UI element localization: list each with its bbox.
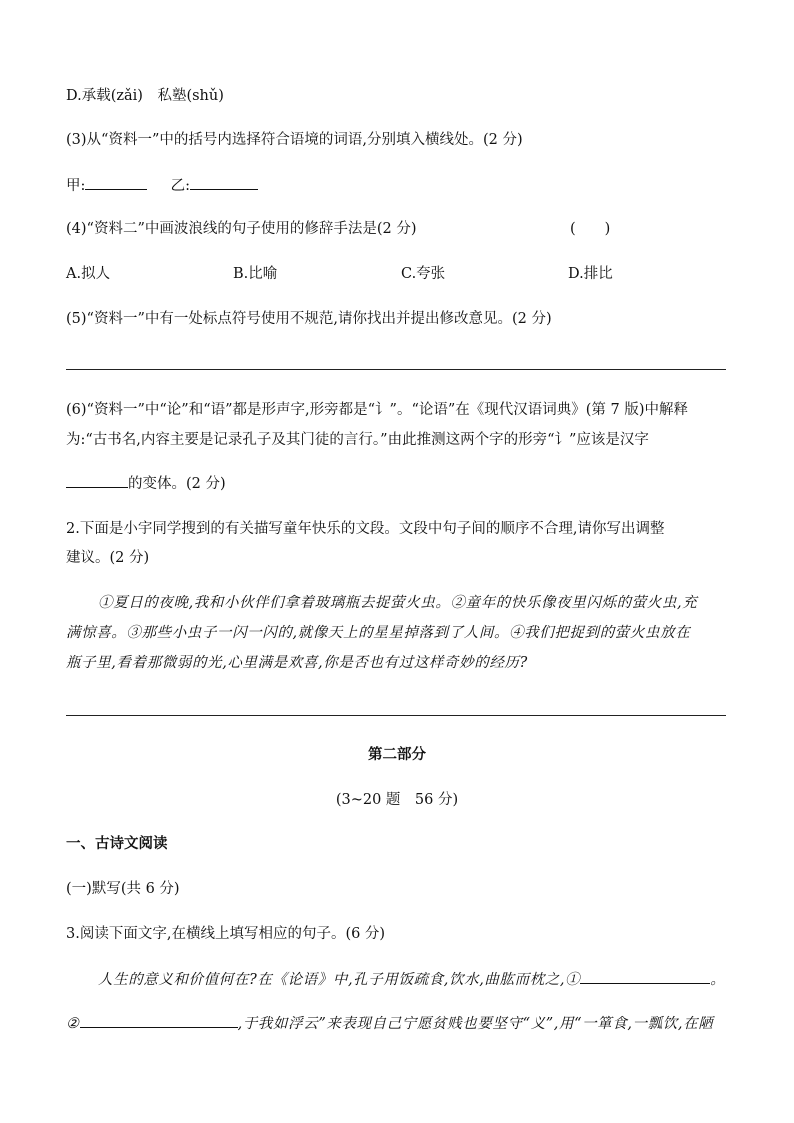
subsection-heading: (一)默写(共 6 分) — [66, 881, 180, 897]
label-yi: 乙: — [170, 178, 190, 194]
part-title: 第二部分 — [368, 746, 426, 763]
question-1-4: (4)“资料二”中画波浪线的句子使用的修辞手法是(2 分) — [66, 221, 417, 237]
poem-text-line2 — [66, 1013, 713, 1034]
part-subtitle: (3~20 题 56 分) — [335, 792, 459, 808]
question-1-6-line1: (6)“资料一”中“论”和“语”都是形声字,形旁都是“讠”。“论语”在《现代汉语词典》(第 7 版)中解释 — [66, 402, 689, 418]
blank-6[interactable] — [66, 473, 128, 488]
poem-text-line1-b: 。 — [710, 972, 726, 988]
answer-paren[interactable]: ( ) — [570, 221, 611, 237]
question-3: 3.阅读下面文字,在横线上填写相应的句子。(6 分) — [66, 926, 386, 942]
question-1-6-tail: 的变体。(2 分) — [128, 476, 226, 492]
section-heading: 一、古诗文阅读 — [66, 835, 168, 852]
passage-line2: 满惊喜。③那些小虫子一闪一闪的,就像天上的星星掉落到了人间。④我们把捉到的萤火虫放在 — [66, 625, 691, 641]
answer-line[interactable] — [66, 369, 726, 370]
label-jia: 甲: — [66, 178, 86, 194]
answer-line-2[interactable] — [66, 715, 726, 716]
poem-text-line1 — [98, 969, 725, 990]
question-2-line2: 建议。(2 分) — [66, 550, 150, 566]
blank-q3-1[interactable] — [580, 969, 710, 984]
option-d: D.承载(zǎi) 私塾(shǔ) — [66, 88, 224, 104]
option-d-choice[interactable]: D.排比 — [568, 266, 613, 282]
question-2-line1: 2.下面是小宇同学搜到的有关描写童年快乐的文段。文段中句子间的顺序不合理,请你写出调整 — [66, 521, 665, 537]
poem-text-line1-a: 人生的意义和价值何在?在《论语》中,孔子用饭疏食,饮水,曲肱而枕之,① — [98, 972, 581, 988]
poem-text-line2-b: ,于我如浮云”来表现自己宁愿贫贱也要坚守“义”,用“一箪食,一瓢饮,在陋 — [237, 1016, 714, 1032]
poem-text-line2-a: ② — [66, 1016, 80, 1032]
question-1-6-line3 — [66, 473, 226, 494]
passage-line1: ①夏日的夜晚,我和小伙伴们拿着玻璃瓶去捉萤火虫。②童年的快乐像夜里闪烁的萤火虫,充 — [98, 595, 698, 611]
blank-q3-2[interactable] — [80, 1013, 238, 1028]
question-1-5: (5)“资料一”中有一处标点符号使用不规范,请你找出并提出修改意见。(2 分) — [66, 311, 552, 327]
option-a[interactable]: A.拟人 — [66, 266, 111, 282]
option-b[interactable]: B.比喻 — [233, 266, 278, 282]
blank-jia[interactable] — [85, 175, 147, 190]
fill-line-jia-yi — [66, 175, 258, 196]
question-1-6-line2: 为:“古书名,内容主要是记录孔子及其门徒的言行。”由此推测这两个字的形旁“讠”应该是汉字 — [66, 432, 649, 448]
option-c[interactable]: C.夸张 — [401, 266, 446, 282]
question-1-3: (3)从“资料一”中的括号内选择符合语境的词语,分别填入横线处。(2 分) — [66, 132, 523, 148]
blank-yi[interactable] — [190, 175, 258, 190]
passage-line3: 瓶子里,看着那微弱的光,心里满是欢喜,你是否也有过这样奇妙的经历? — [66, 655, 528, 671]
